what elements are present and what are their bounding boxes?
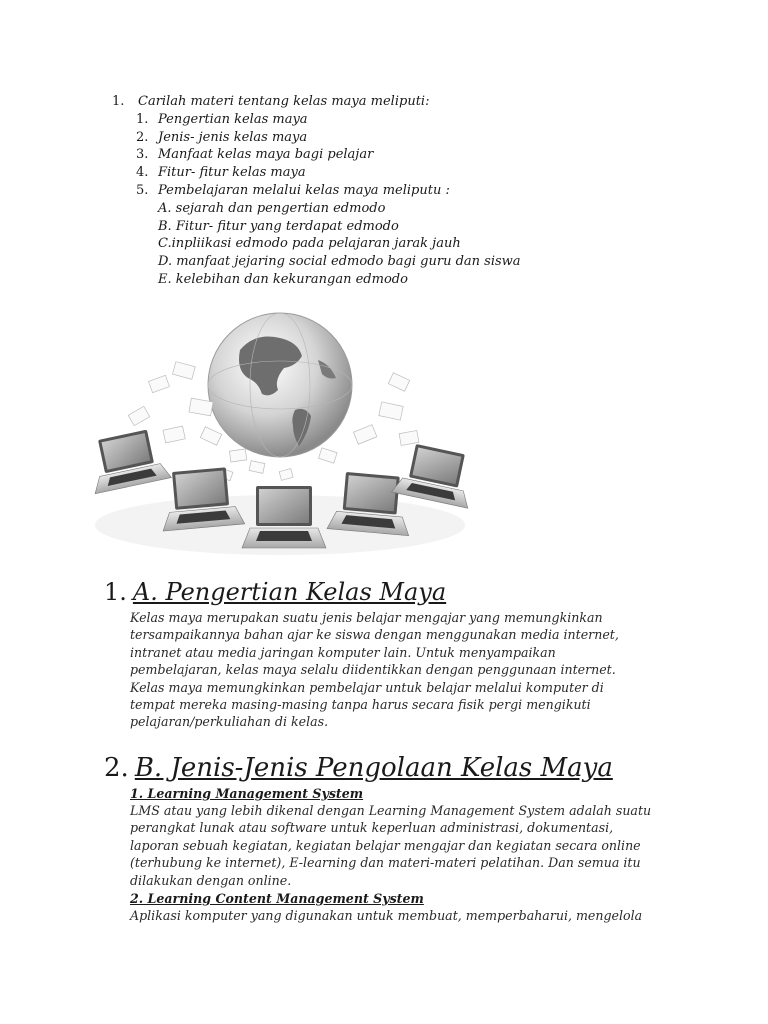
paragraph-line: tempat mereka masing-masing tanpa harus secara fisik pergi mengikuti: [130, 697, 591, 713]
outline-main-number: 1.: [112, 94, 125, 109]
paragraph-line: Kelas maya memungkinkan pembelajar untuk belajar melalui komputer di: [130, 679, 604, 695]
outline-item: [112, 164, 521, 182]
paragraph-line: tersampaikannya bahan ajar ke siswa dengan menggunakan media internet,: [130, 627, 619, 643]
section2-sub1-paragraph: [130, 802, 690, 889]
section2-sub1-heading: 1. Learning Management System: [130, 786, 364, 801]
outline-main-item: [112, 93, 521, 111]
outline-item-text: Manfaat kelas maya bagi pelajar: [158, 147, 374, 163]
paragraph-line: LMS atau yang lebih dikenal dengan Learning Management System adalah suatu: [130, 803, 652, 818]
section2-number: 2.: [104, 753, 129, 783]
paragraph-line: pelajaran/perkuliahan di kelas.: [130, 714, 329, 730]
outline-subitem: A. sejarah dan pengertian edmodo: [158, 200, 386, 216]
outline-subitem: E. kelebihan dan kekurangan edmodo: [158, 271, 408, 287]
section1-number: 1.: [104, 578, 127, 606]
paragraph-line: perangkat lunak atau software untuk keperluan administrasi, dokumentasi,: [130, 820, 614, 836]
outline-item: [112, 146, 521, 164]
section2-sub2-heading: 2. Learning Content Management System: [130, 891, 424, 906]
paragraph-line: laporan sebuah kegiatan, kegiatan belajar mengajar dan kegiatan secara online: [130, 837, 641, 853]
globe-laptops-illustration: [90, 300, 480, 570]
section1-title: A. Pengertian Kelas Maya: [132, 578, 447, 606]
outline-item-number: 2.: [136, 129, 149, 145]
laptop-icon: [90, 427, 171, 494]
outline-list: [112, 93, 521, 289]
section2-heading: [104, 753, 613, 783]
section1-heading: [104, 577, 446, 607]
paragraph-line: pembelajaran, kelas maya selalu diidentikkan dengan penggunaan internet.: [130, 662, 616, 678]
paragraph-line: intranet atau media jaringan komputer lain. Untuk menyampaikan: [130, 644, 556, 660]
outline-item-number: 1.: [136, 111, 149, 127]
section2-sub2-paragraph: [130, 907, 690, 924]
paragraph-line: Kelas maya merupakan suatu jenis belajar mengajar yang memungkinkan: [130, 610, 603, 625]
paragraph-line: dilakukan dengan online.: [130, 872, 292, 888]
outline-subitem: B. Fitur- fitur yang terdapat edmodo: [158, 218, 399, 234]
outline-item: [112, 129, 521, 147]
paragraph-line: (terhubung ke internet), E-learning dan materi-materi pelatihan. Dan semua itu: [130, 855, 641, 871]
outline-item-number: 5.: [136, 182, 149, 198]
outline-subitem: C.inpliikasi edmodo pada pelajaran jarak jauh: [158, 236, 461, 252]
outline-subitem: D. manfaat jejaring social edmodo bagi guru dan siswa: [158, 254, 521, 270]
outline-item-text: Pembelajaran melalui kelas maya meliputu :: [158, 182, 450, 198]
section2-title: B. Jenis-Jenis Pengolaan Kelas Maya: [134, 753, 613, 783]
outline-item: [112, 182, 521, 200]
section1-paragraph: [130, 609, 690, 731]
outline-item-number: 3.: [136, 147, 149, 163]
outline-item-text: Fitur- fitur kelas maya: [158, 165, 306, 181]
outline-main-text: Carilah materi tentang kelas maya meliputi:: [138, 94, 430, 109]
globe-icon: [208, 313, 352, 457]
laptop-icon: [391, 441, 478, 508]
outline-item: [112, 111, 521, 129]
outline-item-text: Pengertian kelas maya: [158, 111, 308, 127]
paragraph-line: Aplikasi komputer yang digunakan untuk membuat, memperbaharui, mengelola: [130, 908, 643, 923]
outline-item-text: Jenis- jenis kelas maya: [158, 129, 308, 145]
outline-item-number: 4.: [136, 165, 149, 181]
